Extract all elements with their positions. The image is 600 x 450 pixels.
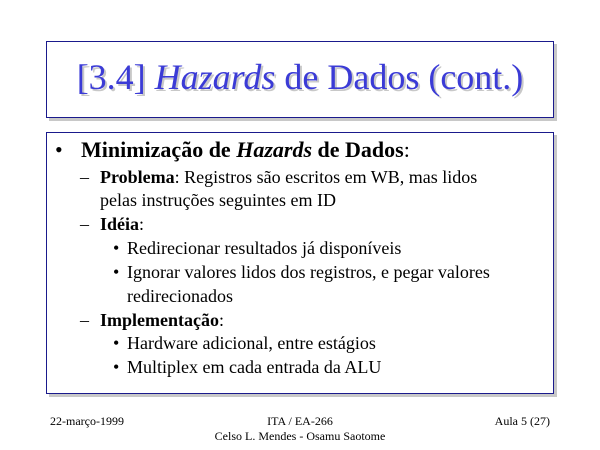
problema-label: Problema <box>100 167 175 187</box>
title-prefix: [3.4] <box>76 57 155 97</box>
implementacao-label: Implementação <box>100 310 219 330</box>
title-suffix: de Dados (cont.) <box>275 57 524 97</box>
ideia-line <box>80 214 144 235</box>
implementacao-line <box>80 310 224 331</box>
problema-line <box>80 167 477 188</box>
footer-date: 22-março-1999 <box>50 414 124 428</box>
ideia-item <box>113 238 401 259</box>
main-point-colon: : <box>403 137 410 162</box>
bullet-marker: • <box>55 137 63 162</box>
ideia-item <box>113 262 490 283</box>
ideia-item-text: Redirecionar resultados já disponíveis <box>127 238 402 258</box>
slide-title <box>47 56 553 98</box>
main-point-italic: Hazards <box>236 137 312 162</box>
bullet-marker: • <box>113 238 120 258</box>
title-box <box>46 41 554 118</box>
footer-page-number: Aula 5 (27) <box>494 414 550 428</box>
content-box <box>46 132 554 394</box>
main-point-suffix: de Dados <box>312 137 404 162</box>
implementacao-item-text: Multiplex em cada entrada da ALU <box>127 357 382 377</box>
ideia-item-text: Ignorar valores lidos dos registros, e pegar valores <box>127 262 490 282</box>
ideia-label: Idéia <box>100 214 140 234</box>
footer-authors: Celso L. Mendes - Osamu Saotome <box>214 429 386 443</box>
main-point <box>55 137 410 163</box>
main-point-prefix: Minimização de <box>81 137 237 162</box>
dash-marker: – <box>80 214 89 234</box>
problema-text: : Registros são escritos em WB, mas lidos <box>174 167 478 187</box>
implementacao-item-text: Hardware adicional, entre estágios <box>127 333 376 353</box>
dash-marker: – <box>80 167 89 187</box>
implementacao-item <box>113 357 381 378</box>
problema-continuation: pelas instruções seguintes em ID <box>100 190 336 210</box>
implementacao-item <box>113 333 376 354</box>
bullet-marker: • <box>113 262 120 282</box>
bullet-marker: • <box>113 357 120 377</box>
bullet-marker: • <box>113 333 120 353</box>
implementacao-colon: : <box>218 310 224 330</box>
dash-marker: – <box>80 310 89 330</box>
ideia-colon: : <box>139 214 145 234</box>
footer-course: ITA / EA-266 <box>267 414 333 428</box>
ideia-item-continuation: redirecionados <box>127 286 233 306</box>
title-italic: Hazards <box>154 57 276 97</box>
